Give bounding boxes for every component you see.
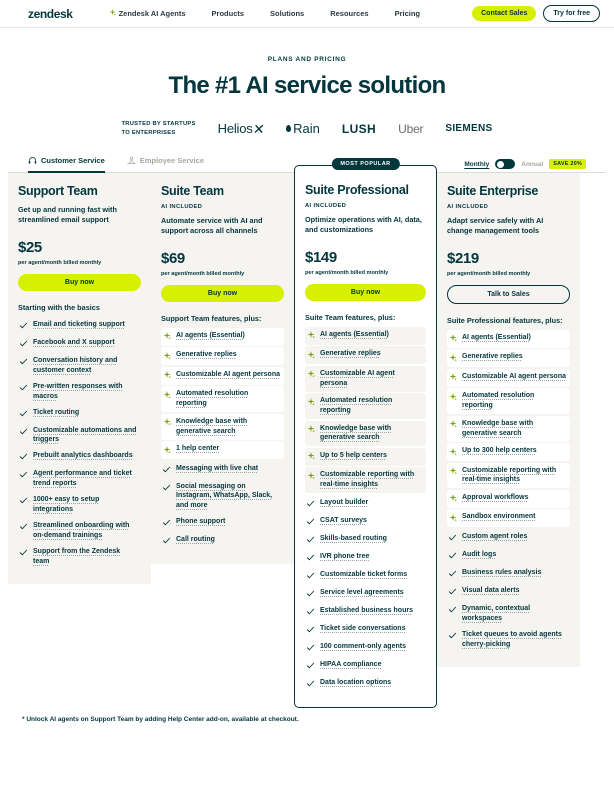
plan-name: Support Team <box>18 184 98 198</box>
plan-name: Suite Professional <box>305 183 409 197</box>
feature-label[interactable]: Automated resolution reporting <box>320 397 393 415</box>
plan-description: Automate service with AI and support across all channels <box>161 215 263 236</box>
plan-name: Suite Enterprise <box>447 184 539 198</box>
sparkle-icon <box>448 447 457 456</box>
sparkle-icon <box>306 425 315 434</box>
trusted-line-1: TRUSTED BY STARTUPS <box>121 121 196 128</box>
features-heading: Support Team features, plus: <box>161 313 262 323</box>
feature-item[interactable] <box>305 567 426 585</box>
feature-label[interactable]: Support from the Zendesk team <box>33 548 121 565</box>
feature-item[interactable] <box>447 416 570 442</box>
feature-label[interactable]: Pre-written responses with macros <box>33 382 123 400</box>
feature-label[interactable]: Customizable reporting with real-time insights <box>462 466 557 484</box>
feature-label[interactable]: AI agents (Essential) <box>320 330 389 338</box>
check-icon <box>448 533 457 542</box>
tab-customer-service[interactable] <box>28 149 105 172</box>
brand-logo-helios <box>218 120 264 137</box>
feature-label[interactable]: Established business hours <box>320 606 413 614</box>
feature-label[interactable]: Streamlined onboarding with on-demand trainings <box>33 522 130 540</box>
feature-item[interactable] <box>447 565 570 583</box>
sparkle-icon <box>448 420 457 429</box>
check-icon <box>306 679 315 688</box>
footnote: * Unlock AI agents on Support Team by adding Help Center add-on, available at checkout. <box>22 715 299 723</box>
feature-item[interactable] <box>447 547 570 565</box>
check-icon <box>19 470 28 479</box>
feature-label[interactable]: Customizable reporting with real-time insights <box>320 471 415 489</box>
check-icon <box>19 383 28 392</box>
feature-label[interactable]: AI agents (Essential) <box>462 333 531 341</box>
feature-item[interactable] <box>161 532 284 550</box>
check-icon <box>19 339 28 348</box>
feature-item[interactable] <box>447 509 570 527</box>
brand-logo-uber: Uber <box>398 121 424 136</box>
feature-item[interactable] <box>305 549 426 567</box>
feature-item[interactable] <box>305 513 426 531</box>
check-icon <box>306 661 315 670</box>
feature-item[interactable] <box>18 405 141 423</box>
feature-label[interactable]: Sandbox environment <box>462 513 536 521</box>
buy-now-button-suite-team[interactable]: Buy now <box>161 285 284 302</box>
check-icon <box>448 551 457 560</box>
trusted-by-label <box>122 120 196 137</box>
feature-label[interactable]: Data location options <box>320 678 392 686</box>
top-navigation-bar <box>0 0 614 28</box>
hero-section <box>0 28 614 149</box>
feature-label[interactable]: 1000+ easy to setup integrations <box>33 496 100 514</box>
feature-item[interactable] <box>305 327 426 345</box>
save-badge: SAVE 20% <box>549 159 586 169</box>
feature-item[interactable] <box>447 601 570 627</box>
feature-label[interactable]: Service level agreements <box>320 588 404 596</box>
check-icon <box>19 496 28 505</box>
buy-now-button-suite-professional[interactable]: Buy now <box>305 284 426 301</box>
feature-item[interactable] <box>18 544 141 570</box>
plan-name: Suite Team <box>161 184 224 198</box>
sparkle-icon <box>448 392 457 401</box>
features-heading: Suite Team features, plus: <box>305 312 396 322</box>
sparkle-icon <box>448 373 457 382</box>
sparkle-icon <box>162 371 171 380</box>
check-icon <box>19 548 28 557</box>
sparkle-icon <box>448 467 457 476</box>
feature-item[interactable] <box>447 388 570 414</box>
feature-item[interactable] <box>305 603 426 621</box>
feature-list <box>305 327 426 693</box>
feature-label[interactable]: Knowledge base with generative search <box>462 419 534 437</box>
nav-link-label: Pricing <box>394 9 421 18</box>
trusted-logo-strip <box>0 120 614 149</box>
nav-link-label: Resources <box>330 9 369 18</box>
feature-item[interactable] <box>161 514 284 532</box>
feature-item[interactable] <box>447 583 570 601</box>
check-icon <box>19 522 28 531</box>
sparkle-icon <box>306 370 315 379</box>
service-type-tabs <box>28 149 204 172</box>
people-icon <box>127 156 136 165</box>
feature-item[interactable] <box>447 529 570 547</box>
page-title: The #1 AI service solution <box>168 72 446 99</box>
feature-label[interactable]: CSAT surveys <box>320 516 367 524</box>
feature-item[interactable] <box>305 366 426 392</box>
feature-label[interactable]: Automated resolution reporting <box>176 390 249 408</box>
feature-label[interactable]: Up to 300 help centers <box>462 447 537 454</box>
nav-actions <box>472 5 600 22</box>
check-icon <box>306 643 315 652</box>
plan-card-support-team <box>8 173 151 584</box>
ai-included-label: AI INCLUDED <box>447 203 489 210</box>
talk-to-sales-button-suite-enterprise[interactable]: Talk to Sales <box>447 285 570 304</box>
brand-rain-text: Rain <box>293 121 320 136</box>
sparkle-icon <box>162 332 171 341</box>
plan-price: $219 <box>447 249 479 267</box>
zendesk-logo[interactable]: zendesk <box>28 6 73 21</box>
feature-label[interactable]: Facebook and X support <box>33 338 115 346</box>
plan-price: $69 <box>161 249 185 267</box>
check-icon <box>306 625 315 634</box>
sparkle-icon <box>162 445 171 454</box>
feature-label[interactable]: Customizable AI agent persona <box>320 369 395 387</box>
feature-label[interactable]: Social messaging on Instagram, WhatsApp, Slack, and more <box>176 482 273 510</box>
feature-item[interactable] <box>161 461 284 479</box>
feature-item[interactable] <box>447 443 570 461</box>
raindrop-icon <box>286 125 291 132</box>
feature-item[interactable] <box>447 349 570 367</box>
brand-logo-rain <box>286 121 320 136</box>
trusted-line-2: TO ENTERPRISES <box>121 129 176 136</box>
feature-item[interactable] <box>305 531 426 549</box>
check-icon <box>448 587 457 596</box>
helios-x-mark: ✕ <box>251 121 265 137</box>
check-icon <box>306 517 315 526</box>
buy-now-button-support-team[interactable]: Buy now <box>18 274 141 291</box>
plan-card-suite-team <box>151 173 294 564</box>
toggle-knob <box>497 161 504 168</box>
features-heading: Suite Professional features, plus: <box>447 315 563 325</box>
ai-included-label: AI INCLUDED <box>305 202 347 209</box>
feature-item[interactable] <box>305 639 426 657</box>
check-icon <box>306 499 315 508</box>
feature-item[interactable] <box>447 490 570 508</box>
feature-label[interactable]: Visual data alerts <box>462 586 520 594</box>
check-icon <box>162 465 171 474</box>
plan-price-subtext: per agent/month billed monthly <box>305 269 389 276</box>
feature-label[interactable]: Customizable automations and triggers <box>33 426 137 444</box>
check-icon <box>19 321 28 330</box>
feature-item[interactable] <box>161 347 284 365</box>
brand-logo-siemens: SIEMENS <box>445 123 493 134</box>
feature-item[interactable] <box>305 448 426 466</box>
plan-price-subtext: per agent/month billed monthly <box>447 270 531 277</box>
feature-label[interactable]: HIPAA compliance <box>320 660 382 668</box>
sparkle-icon <box>162 390 171 399</box>
plan-price-subtext: per agent/month billed monthly <box>18 259 102 266</box>
plan-price-subtext: per agent/month billed monthly <box>161 270 245 277</box>
tab-label: Employee Service <box>139 155 204 165</box>
check-icon <box>448 631 457 640</box>
feature-label[interactable]: Generative replies <box>462 353 523 361</box>
feature-item[interactable] <box>18 353 141 379</box>
feature-item[interactable] <box>18 335 141 353</box>
feature-item[interactable] <box>161 328 284 346</box>
feature-item[interactable] <box>18 379 141 405</box>
plan-card-suite-professional <box>294 161 437 708</box>
check-icon <box>19 427 28 436</box>
feature-label[interactable]: Layout builder <box>320 498 369 506</box>
ai-included-label: AI INCLUDED <box>161 203 203 210</box>
nav-link-label: Zendesk AI Agents <box>118 9 186 18</box>
plan-price: $149 <box>305 248 337 266</box>
check-icon <box>306 571 315 580</box>
feature-label[interactable]: 1 help center <box>176 445 220 452</box>
feature-item[interactable] <box>161 386 284 412</box>
check-icon <box>19 409 28 418</box>
feature-label[interactable]: Automated resolution reporting <box>462 392 535 410</box>
check-icon <box>306 553 315 562</box>
sparkle-icon <box>109 9 116 18</box>
check-icon <box>306 607 315 616</box>
headset-icon <box>28 156 37 165</box>
sparkle-icon <box>448 494 457 503</box>
feature-label[interactable]: Ticket routing <box>33 408 80 416</box>
sparkle-icon <box>306 350 315 359</box>
monthly-label[interactable]: Monthly <box>464 160 490 168</box>
plan-price: $25 <box>18 238 42 256</box>
billing-toggle[interactable] <box>495 159 515 169</box>
feature-item[interactable] <box>18 466 141 492</box>
feature-list <box>447 330 570 653</box>
feature-label[interactable]: Audit logs <box>462 550 497 558</box>
sparkle-icon <box>162 418 171 427</box>
feature-item[interactable] <box>18 518 141 544</box>
check-icon <box>162 518 171 527</box>
feature-item[interactable] <box>305 621 426 639</box>
feature-label[interactable]: Generative replies <box>320 350 381 358</box>
brand-helios-text: Helios <box>217 121 253 136</box>
check-icon <box>19 357 28 366</box>
most-popular-badge: MOST POPULAR <box>331 158 399 170</box>
feature-label[interactable]: Skills-based routing <box>320 534 387 542</box>
annual-label[interactable]: Annual <box>521 160 544 168</box>
sparkle-icon <box>162 351 171 360</box>
feature-item[interactable] <box>18 448 141 466</box>
feature-item[interactable] <box>447 330 570 348</box>
brand-logo-lush: LUSH <box>341 121 377 136</box>
nav-link-zendesk-ai-agents[interactable] <box>109 9 186 18</box>
feature-item[interactable] <box>447 627 570 653</box>
feature-item[interactable] <box>305 467 426 493</box>
billing-period-switch <box>464 159 586 172</box>
feature-item[interactable] <box>305 421 426 447</box>
feature-item[interactable] <box>161 479 284 515</box>
feature-item[interactable] <box>305 495 426 513</box>
feature-label[interactable]: Knowledge base with generative search <box>176 417 248 435</box>
features-heading: Starting with the basics <box>18 302 100 312</box>
sparkle-icon <box>306 397 315 406</box>
feature-item[interactable] <box>305 346 426 364</box>
feature-item[interactable] <box>447 463 570 489</box>
feature-item[interactable] <box>305 585 426 603</box>
feature-item[interactable] <box>18 423 141 449</box>
feature-label[interactable]: Ticket side conversations <box>320 624 406 632</box>
page-eyebrow: PLANS AND PRICING <box>267 56 347 63</box>
feature-list <box>161 328 284 551</box>
sparkle-icon <box>448 353 457 362</box>
feature-item[interactable] <box>305 393 426 419</box>
feature-item[interactable] <box>447 369 570 387</box>
feature-label[interactable]: Custom agent roles <box>462 532 528 540</box>
feature-label[interactable]: Ticket queues to avoid agents cherry-picking <box>462 630 562 648</box>
feature-label[interactable]: AI agents (Essential) <box>176 331 245 339</box>
sparkle-icon <box>306 452 315 461</box>
feature-item[interactable] <box>161 414 284 440</box>
contact-sales-button[interactable]: Contact Sales <box>472 6 536 21</box>
check-icon <box>448 605 457 614</box>
plan-description: Get up and running fast with streamlined email support <box>18 204 117 225</box>
check-icon <box>19 452 28 461</box>
nav-link-label: Products <box>211 9 245 18</box>
plan-description: Optimize operations with AI, data, and customizations <box>305 214 422 235</box>
feature-label[interactable]: Dynamic, contextual workspaces <box>462 604 531 622</box>
feature-label[interactable]: 100 comment-only agents <box>320 642 406 650</box>
feature-label[interactable]: Conversation history and customer context <box>33 356 118 374</box>
check-icon <box>162 536 171 545</box>
feature-list <box>18 317 141 570</box>
feature-item[interactable] <box>18 317 141 335</box>
nav-link-pricing[interactable] <box>395 9 420 18</box>
plan-card-suite-enterprise <box>437 173 580 667</box>
nav-link-label: Solutions <box>270 9 305 18</box>
feature-label[interactable]: Email and ticketing support <box>33 320 125 328</box>
sparkle-icon <box>448 513 457 522</box>
check-icon <box>448 569 457 578</box>
sparkle-icon <box>306 471 315 480</box>
feature-label[interactable]: Call routing <box>176 536 215 544</box>
feature-label[interactable]: Prebuilt analytics dashboards <box>33 452 133 460</box>
nav-link-products[interactable] <box>212 9 245 18</box>
feature-label[interactable]: Customizable AI agent persona <box>462 372 566 380</box>
check-icon <box>306 589 315 598</box>
feature-item[interactable] <box>305 657 426 675</box>
feature-item[interactable] <box>161 441 284 459</box>
plan-description: Adapt service safely with AI change management tools <box>447 215 544 236</box>
feature-label[interactable]: Up to 5 help centers <box>320 451 387 459</box>
tab-employee-service[interactable] <box>127 149 204 172</box>
feature-label[interactable]: Generative replies <box>176 351 237 359</box>
check-icon <box>306 535 315 544</box>
feature-label[interactable]: Customizable ticket forms <box>320 570 408 578</box>
tab-label: Customer Service <box>41 155 105 165</box>
nav-links <box>109 9 420 18</box>
feature-label[interactable]: Business rules analysis <box>462 568 542 576</box>
feature-item[interactable] <box>161 367 284 385</box>
feature-label[interactable]: Customizable AI agent persona <box>176 370 280 378</box>
feature-label[interactable]: Phone support <box>176 518 226 526</box>
feature-label[interactable]: Knowledge base with generative search <box>320 424 392 442</box>
nav-link-solutions[interactable] <box>270 9 304 18</box>
feature-label[interactable]: Approval workflows <box>462 493 529 501</box>
sparkle-icon <box>448 334 457 343</box>
feature-item[interactable] <box>18 492 141 518</box>
try-for-free-button[interactable]: Try for free <box>543 5 600 22</box>
check-icon <box>162 483 171 492</box>
feature-item[interactable] <box>305 675 426 693</box>
feature-label[interactable]: Agent performance and ticket trend reports <box>33 470 132 488</box>
nav-link-resources[interactable] <box>330 9 368 18</box>
sparkle-icon <box>306 331 315 340</box>
feature-label[interactable]: Messaging with live chat <box>176 464 259 472</box>
feature-label[interactable]: IVR phone tree <box>320 552 370 560</box>
